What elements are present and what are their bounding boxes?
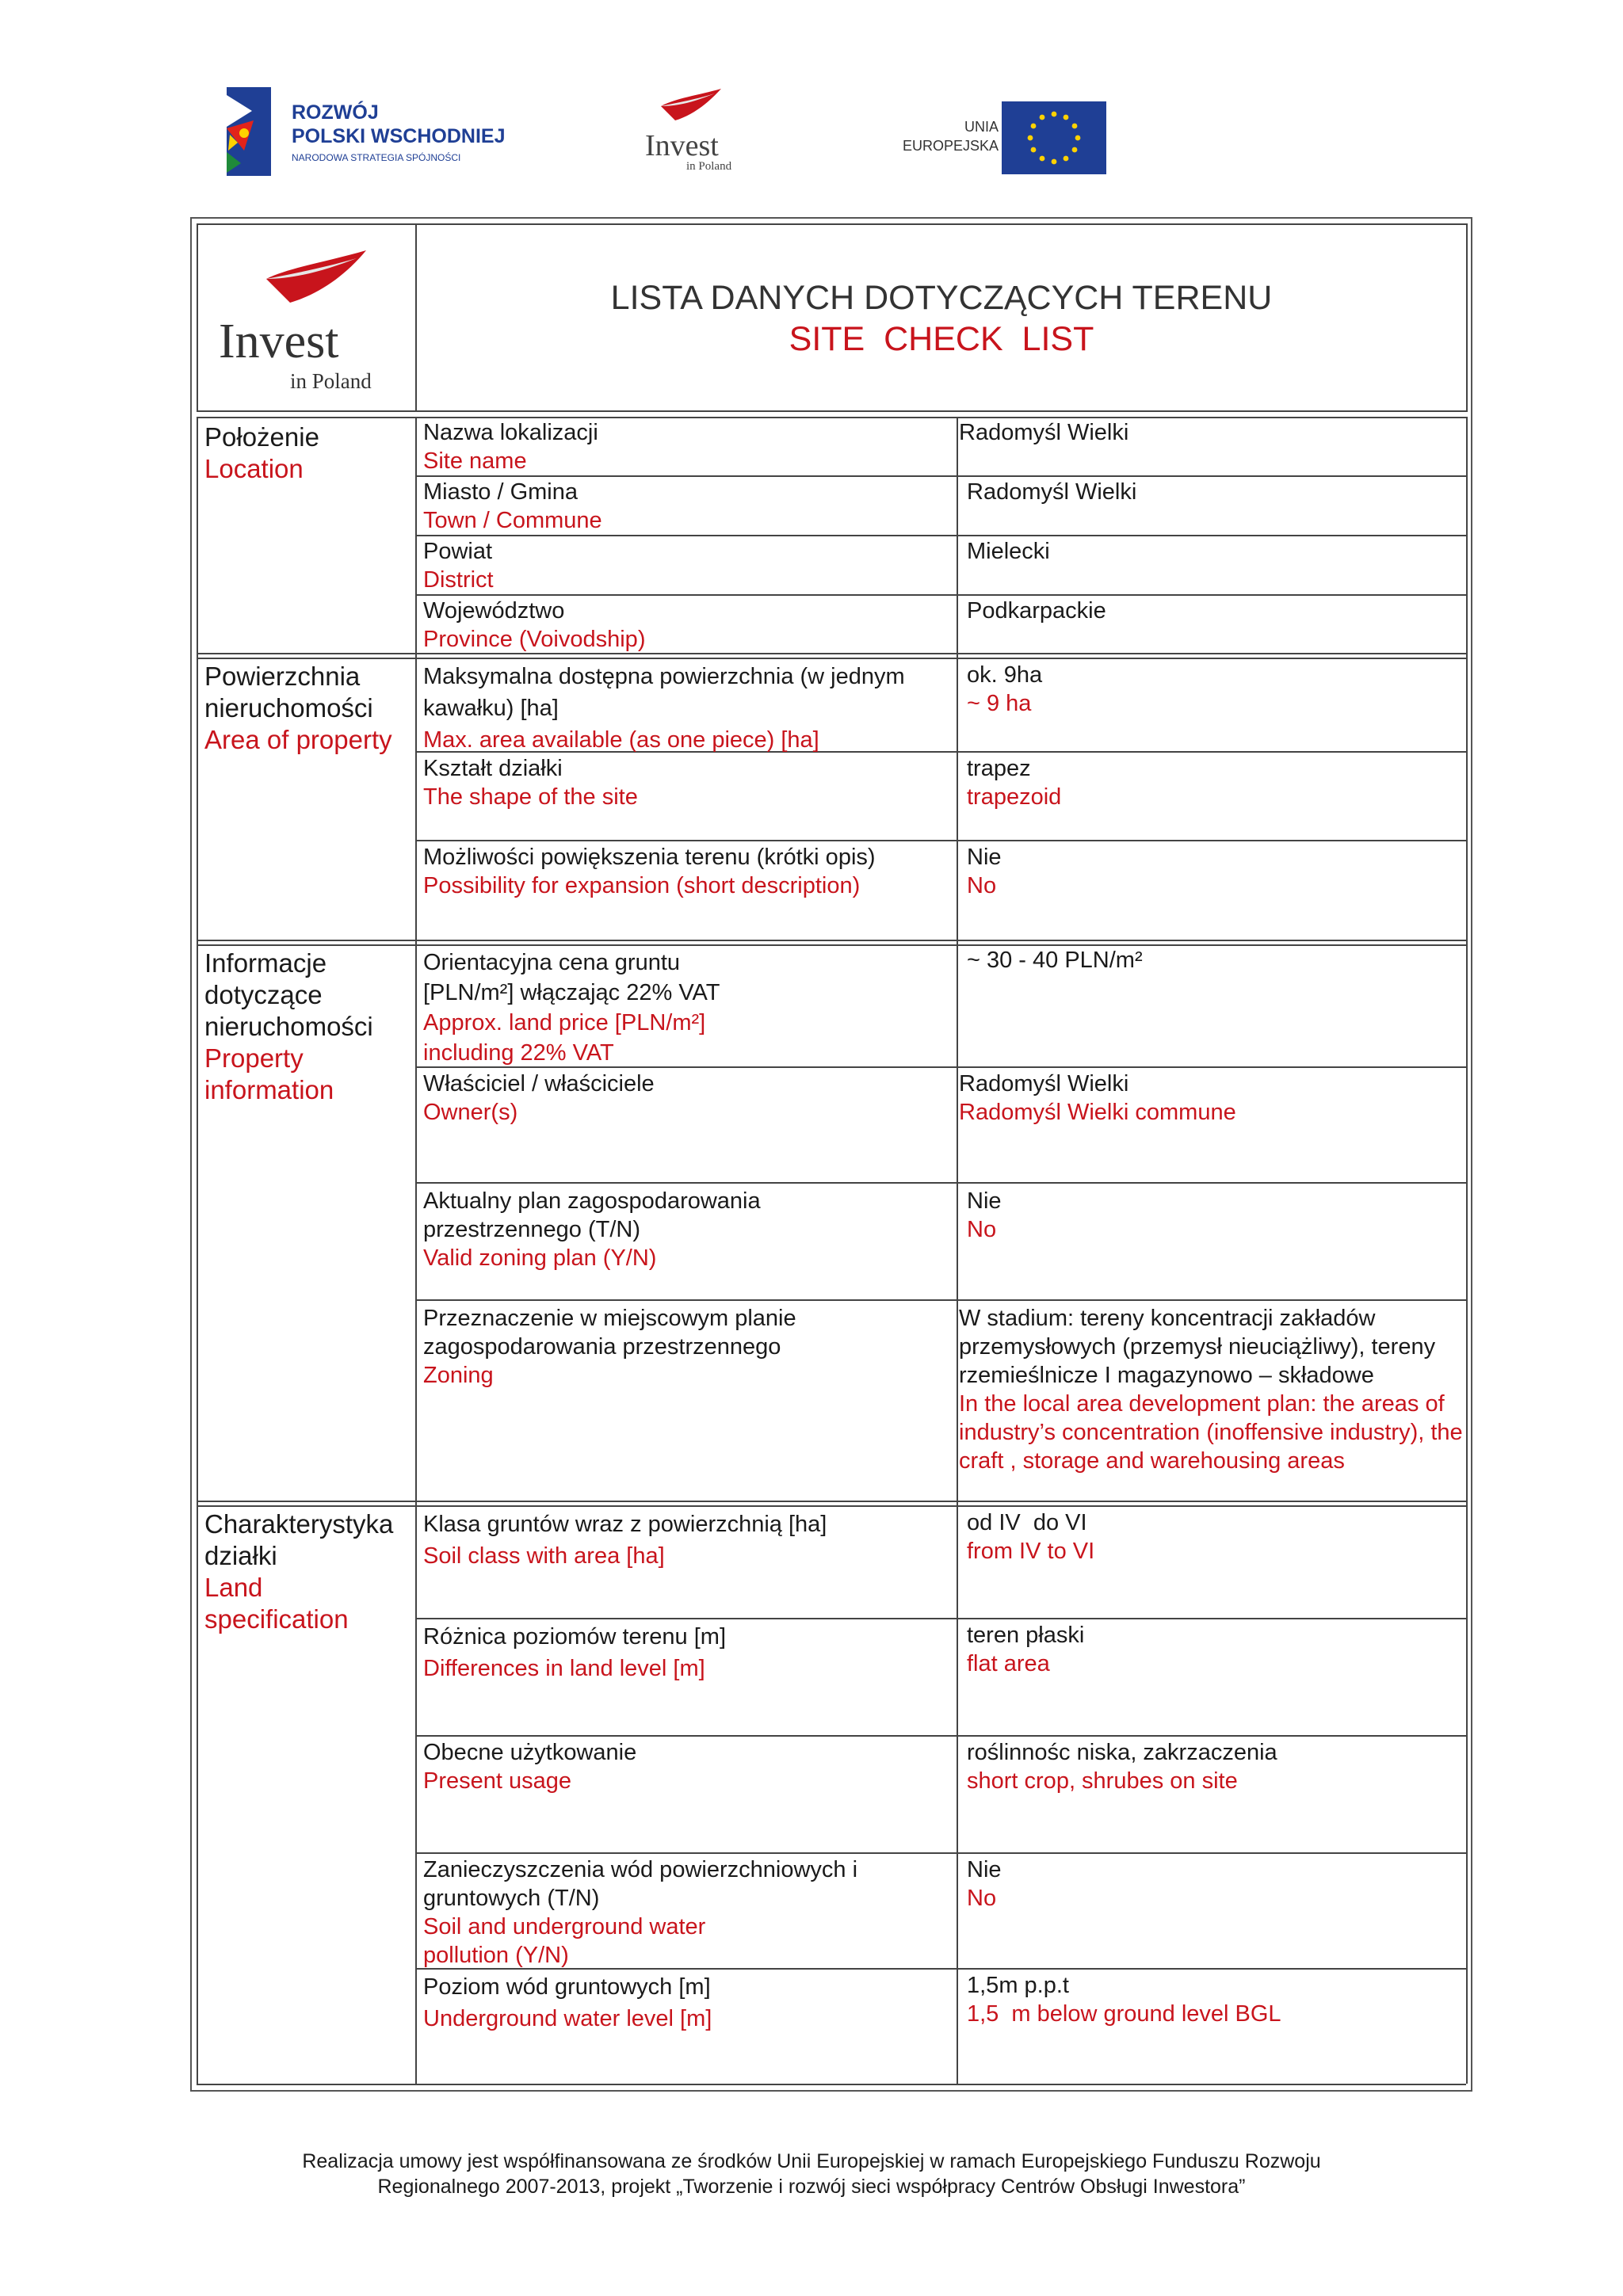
row-price-label [423, 948, 756, 1068]
section-area-en: Area of property [204, 725, 392, 754]
value-pl: roślinnośc niska, zakrzaczenia [967, 1740, 1277, 1765]
label-pl: Województwo [423, 598, 565, 624]
label-pl: Różnica poziomów terenu [m] [423, 1624, 726, 1650]
value-en: No [967, 873, 997, 898]
value-en: trapezoid [967, 784, 1062, 810]
section-area-pl1: Powierzchnia [204, 662, 361, 691]
section-property-en2: information [204, 1075, 334, 1104]
label-en: Underground water level [m] [423, 2006, 712, 2031]
row-district-value [967, 537, 1050, 566]
row-zoning-plan-label [423, 1187, 867, 1272]
value-pl: W stadium: tereny koncentracji zakładów przemysłowych (przemysł nieuciążliwy), tereny rzemieślnicze I magazynowo – składowe [959, 1306, 1436, 1388]
label-pl: Zanieczyszczenia wód powierzchniowych i gruntowych (T/N) [423, 1857, 858, 1911]
rpw-line3: NARODOWA STRATEGIA SPÓJNOŚCI [292, 152, 461, 163]
label-en: Zoning [423, 1363, 494, 1388]
section-area-pl2: nieruchomości [204, 693, 373, 723]
value-en: flat area [967, 1651, 1050, 1676]
row-expansion-label [423, 843, 876, 900]
row-town-value [967, 478, 1136, 506]
rpw-logo [220, 87, 521, 182]
value-pl: ~ 30 - 40 PLN/m² [967, 948, 1143, 973]
value-en: from IV to VI [967, 1539, 1095, 1564]
label-pl: Poziom wód gruntowych [m] [423, 1974, 711, 2000]
row-max-area-value [967, 661, 1042, 718]
section-location-en: Location [204, 454, 304, 483]
invest-big-text: Invest [219, 315, 339, 368]
value-en: Radomyśl Wielki commune [959, 1100, 1236, 1125]
row-price-value [967, 946, 1143, 974]
row-max-area-label [423, 661, 946, 756]
footer-note [0, 2149, 1623, 2199]
label-pl: Maksymalna dostępna powierzchnia (w jednym kawałku) [ha] [423, 664, 905, 721]
value-pl: Nie [967, 1857, 1002, 1882]
label-en: Possibility for expansion (short description) [423, 873, 861, 898]
section-land-en2: specification [204, 1604, 349, 1634]
section-area [204, 661, 392, 756]
row-site-name-label [423, 418, 598, 475]
value-pl: ok. 9ha [967, 662, 1043, 688]
section-location [204, 421, 319, 485]
row-water-level-label [423, 1971, 712, 2035]
eu-line2: EUROPEJSKA [902, 138, 999, 154]
label-en: Approx. land price [PLN/m²] including 22% VAT [423, 1010, 706, 1066]
value-pl: Radomyśl Wielki [959, 1071, 1129, 1097]
eu-flag-icon [1002, 101, 1106, 174]
section-land-en1: Land [204, 1573, 263, 1602]
rpw-line2: POLSKI WSCHODNIEJ [292, 125, 506, 147]
footer-line2: Regionalnego 2007-2013, projekt „Tworzenie i rozwój sieci współpracy Centrów Obsługi Inwestora” [377, 2176, 1246, 2198]
row-shape-value [967, 754, 1061, 811]
value-en: No [967, 1886, 997, 1911]
value-pl: trapez [967, 756, 1031, 781]
value-pl: teren płaski [967, 1623, 1085, 1648]
row-owner-value [959, 1070, 1236, 1127]
section-land [204, 1508, 393, 1635]
label-pl: Klasa gruntów wraz z powierzchnią [ha] [423, 1512, 827, 1537]
section-property-pl1: Informacje [204, 948, 327, 978]
row-soil-class-label [423, 1508, 827, 1572]
value-en: No [967, 1217, 997, 1242]
row-level-label [423, 1621, 726, 1684]
label-pl: Przeznaczenie w miejscowym planie zagospodarowania przestrzennego [423, 1306, 796, 1360]
invest-small-text: Invest [645, 129, 719, 162]
row-pollution-value [967, 1855, 1002, 1913]
value-pl: Nie [967, 1188, 1002, 1214]
label-en: District [423, 567, 494, 593]
row-zoning-label [423, 1304, 867, 1390]
value-pl: od IV do VI [967, 1510, 1087, 1535]
row-level-value [967, 1621, 1084, 1678]
value-pl: Mielecki [967, 539, 1050, 564]
label-en: Town / Commune [423, 508, 602, 533]
label-en: Present usage [423, 1768, 572, 1794]
section-property-pl3: nieruchomości [204, 1012, 373, 1041]
label-pl: Kształt działki [423, 756, 563, 781]
label-pl: Miasto / Gmina [423, 479, 578, 505]
label-en: Soil class with area [ha] [423, 1543, 665, 1569]
label-en: Max. area available (as one piece) [ha] [423, 727, 819, 753]
value-pl: Radomyśl Wielki [967, 479, 1137, 505]
row-soil-class-value [967, 1508, 1094, 1566]
invest-big-logo [216, 250, 406, 409]
value-pl: 1,5m p.p.t [967, 1973, 1069, 1998]
value-pl: Podkarpackie [967, 598, 1106, 624]
row-site-name-value [959, 418, 1128, 447]
eu-logo [896, 101, 1117, 174]
row-expansion-value [967, 843, 1002, 900]
section-property-pl2: dotyczące [204, 980, 323, 1009]
label-pl: Właściciel / właściciele [423, 1071, 655, 1097]
rpw-emblem-icon [220, 87, 276, 178]
label-en: Valid zoning plan (Y/N) [423, 1245, 657, 1271]
row-pollution-label [423, 1855, 915, 1970]
page-title-pl: LISTA DANYCH DOTYCZĄCYCH TERENU [610, 279, 1273, 317]
flag-swoosh-icon [659, 89, 723, 128]
value-pl: Radomyśl Wielki [959, 420, 1129, 445]
label-en: Site name [423, 448, 527, 474]
invest-small-logo [642, 89, 737, 176]
row-usage-label [423, 1738, 636, 1795]
row-province-label [423, 597, 645, 654]
row-water-level-value [967, 1971, 1281, 2028]
row-zoning-plan-value [967, 1187, 1002, 1244]
value-en: In the local area development plan: the areas of industry’s concentration (inoffensive industry), the craft , storage and warehousing areas [959, 1391, 1463, 1474]
flag-swoosh-icon [265, 250, 368, 314]
row-town-label [423, 478, 602, 535]
row-zoning-value [959, 1304, 1466, 1475]
page-title-en: SITE CHECK LIST [789, 320, 1094, 358]
logos-row [0, 0, 1623, 198]
label-en: Province (Voivodship) [423, 627, 646, 652]
row-owner-label [423, 1070, 655, 1127]
value-pl: Nie [967, 845, 1002, 870]
label-pl: Możliwości powiększenia terenu (krótki opis) [423, 845, 876, 870]
site-check-table [190, 217, 1472, 2092]
rpw-line1: ROZWÓJ [292, 101, 379, 124]
section-land-pl2: działki [204, 1541, 277, 1570]
label-en: Owner(s) [423, 1100, 518, 1125]
label-pl: Aktualny plan zagospodarowania przestrzennego (T/N) [423, 1188, 761, 1242]
value-en: 1,5 m below ground level BGL [967, 2001, 1281, 2027]
value-en: ~ 9 ha [967, 691, 1032, 716]
row-shape-label [423, 754, 638, 811]
footer-line1: Realizacja umowy jest współfinansowana ze środków Unii Europejskiej w ramach Europejskiego Funduszu Rozwoju [302, 2150, 1321, 2172]
section-property-en1: Property [204, 1043, 304, 1073]
label-en: Soil and underground water pollution (Y/N) [423, 1914, 706, 1968]
value-en: short crop, shrubes on site [967, 1768, 1238, 1794]
invest-small-sub: in Poland [686, 160, 732, 173]
label-en: The shape of the site [423, 784, 638, 810]
eu-line1: UNIA [964, 119, 999, 135]
section-location-pl: Położenie [204, 422, 319, 452]
section-property [204, 948, 373, 1106]
row-district-label [423, 537, 494, 594]
label-pl: Obecne użytkowanie [423, 1740, 637, 1765]
label-en: Differences in land level [m] [423, 1656, 705, 1681]
label-pl: Nazwa lokalizacji [423, 420, 598, 445]
row-usage-value [967, 1738, 1277, 1795]
label-pl: Powiat [423, 539, 493, 564]
row-province-value [967, 597, 1106, 625]
section-land-pl1: Charakterystyka [204, 1509, 394, 1539]
invest-big-sub: in Poland [290, 369, 372, 393]
label-pl: Orientacyjna cena gruntu [PLN/m²] włączając 22% VAT [423, 950, 720, 1005]
